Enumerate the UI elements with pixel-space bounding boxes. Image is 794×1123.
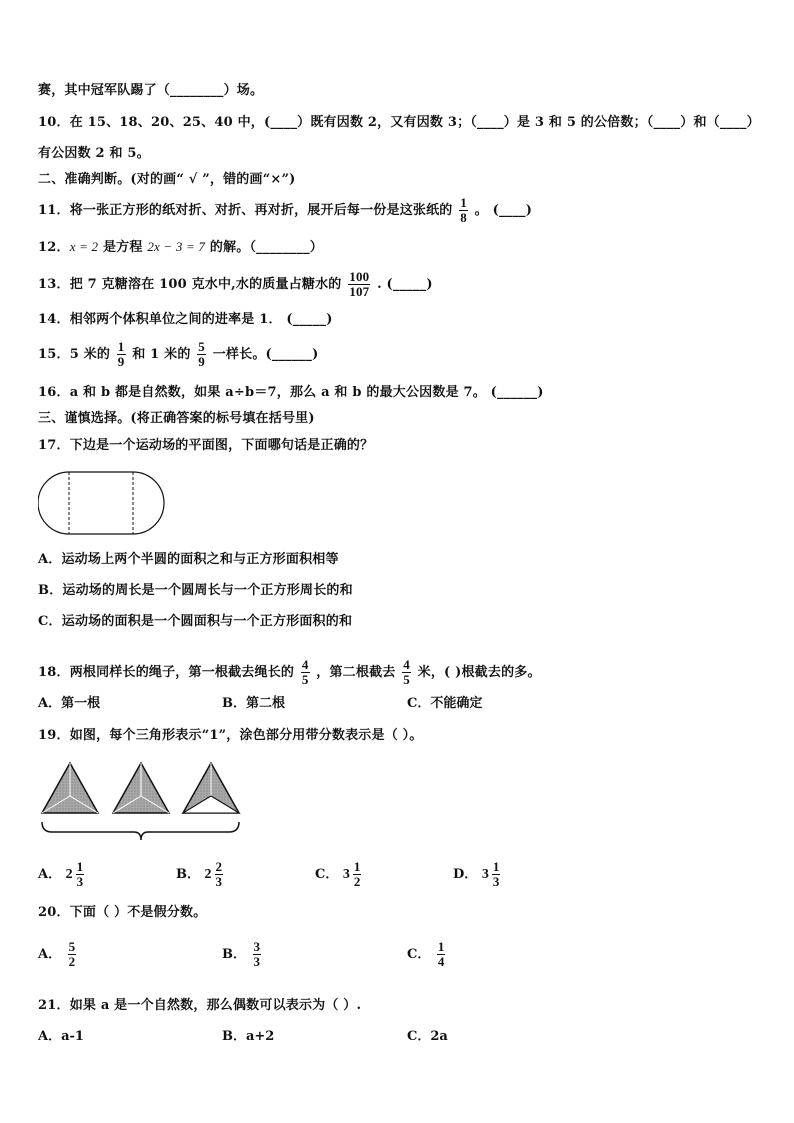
q15-den2: 9 bbox=[198, 354, 205, 369]
q12-prefix: 12． bbox=[38, 240, 70, 255]
q15-b: 和 1 米的 bbox=[132, 347, 191, 362]
q19-option-b-label: B． bbox=[176, 867, 200, 882]
q19-option-d-label: D． bbox=[453, 867, 478, 882]
q15-fraction-2 bbox=[197, 340, 206, 369]
q18-den2: 5 bbox=[403, 672, 410, 687]
q21-option-b[interactable]: B．a+2 bbox=[222, 1029, 275, 1044]
q20-a-num: 5 bbox=[68, 939, 76, 954]
q12-equation-2: 2x − 3 = 7 bbox=[147, 239, 206, 254]
q15-den1: 9 bbox=[117, 354, 125, 369]
q19-a-num: 1 bbox=[76, 859, 84, 874]
q15-c: 一样长。(______) bbox=[212, 347, 319, 362]
q18-c: 米，( )根截去的多。 bbox=[417, 665, 541, 680]
q15-num2: 5 bbox=[198, 339, 205, 354]
q17-option-b[interactable]: B．运动场的周长是一个圆周长与一个正方形周长的和 bbox=[38, 583, 353, 598]
q15-num1: 1 bbox=[117, 339, 125, 354]
q19-option-a[interactable] bbox=[38, 860, 86, 889]
q18-option-a[interactable]: A．第一根 bbox=[38, 696, 101, 711]
q20-b-den: 3 bbox=[253, 954, 261, 969]
q21-option-a[interactable]: A．a-1 bbox=[38, 1029, 84, 1044]
q19-d-num: 1 bbox=[492, 859, 500, 874]
q18-den1: 5 bbox=[301, 672, 309, 687]
q18-option-b[interactable]: B．第二根 bbox=[222, 696, 285, 711]
q15-a: 15．5 米的 bbox=[38, 347, 111, 362]
q13-num: 100 bbox=[349, 269, 370, 284]
q20-stem: 20．下面（ ）不是假分数。 bbox=[38, 905, 207, 920]
q19-option-c-value bbox=[343, 860, 364, 889]
q11-num: 1 bbox=[460, 195, 467, 210]
q18-fraction-2 bbox=[402, 658, 411, 687]
q11-text: 11．将一张正方形的纸对折、对折、再对折，展开后每一份是这张纸的 bbox=[38, 203, 453, 218]
q19-option-c[interactable] bbox=[315, 860, 363, 889]
q18-option-c[interactable]: C．不能确定 bbox=[407, 696, 483, 711]
q21-stem: 21．如果 a 是一个自然数，那么偶数可以表示为（ ）. bbox=[38, 998, 362, 1013]
q18-a: 18．两根同样长的绳子，第一根截去绳长的 bbox=[38, 665, 295, 680]
q20-option-b-value bbox=[253, 940, 262, 969]
q19-option-b[interactable] bbox=[176, 860, 225, 889]
q9-tail: 赛，其中冠军队踢了（________）场。 bbox=[38, 83, 264, 98]
triangles-figure bbox=[38, 760, 248, 850]
q19-d-den: 3 bbox=[492, 874, 500, 889]
stadium-figure bbox=[38, 470, 168, 536]
q18-b: ，第二根截去 bbox=[316, 665, 396, 680]
q15-fraction-1 bbox=[117, 340, 126, 369]
q20-option-c-value bbox=[437, 940, 446, 969]
q10-line1: 10．在 15、18、20、25、40 中，(____）既有因数 2，又有因数 3；（____）是 3 和 5 的公倍数；（____）和（____） bbox=[38, 115, 760, 130]
q20-option-c[interactable] bbox=[407, 940, 447, 969]
q19-c-num: 1 bbox=[353, 859, 361, 874]
q20-option-b[interactable] bbox=[222, 940, 263, 969]
q20-option-a-label: A． bbox=[38, 947, 62, 962]
q19-option-d[interactable] bbox=[453, 860, 502, 889]
q19-a-den: 3 bbox=[76, 874, 84, 889]
q13-den: 107 bbox=[349, 284, 370, 299]
q19-b-num: 2 bbox=[215, 859, 223, 874]
q20-c-den: 4 bbox=[437, 954, 445, 969]
q18-num1: 4 bbox=[301, 657, 309, 672]
q13-tail: . (_____) bbox=[377, 277, 433, 292]
q17-option-c[interactable]: C．运动场的面积是一个圆面积与一个正方形面积的和 bbox=[38, 614, 353, 629]
q17-option-a[interactable]: A．运动场上两个半圆的面积之和与正方形面积相等 bbox=[38, 552, 339, 567]
q19-stem: 19．如图，每个三角形表示“1”，涂色部分用带分数表示是（ ）。 bbox=[38, 728, 423, 743]
q19-option-c-label: C． bbox=[315, 867, 339, 882]
q20-option-a-value bbox=[68, 940, 77, 969]
q20-option-a[interactable] bbox=[38, 940, 78, 969]
q11-fraction bbox=[459, 196, 468, 225]
q19-c-whole: 3 bbox=[342, 866, 350, 882]
triangle-3 bbox=[183, 763, 239, 813]
q16: 16．a 和 b 都是自然数，如果 a÷b＝7，那么 a 和 b 的最大公因数是 7。 (______) bbox=[38, 385, 544, 400]
q13-text: 13．把 7 克糖溶在 100 克水中,水的质量占糖水的 bbox=[38, 277, 342, 292]
q12-equation-1: x = 2 bbox=[69, 239, 99, 254]
q19-option-a-label: A． bbox=[38, 867, 62, 882]
q19-option-d-value bbox=[482, 860, 503, 889]
q20-option-b-label: B． bbox=[222, 947, 246, 962]
q18-stem bbox=[38, 658, 541, 687]
q19-b-den: 3 bbox=[215, 874, 223, 889]
q20-option-c-label: C． bbox=[407, 947, 431, 962]
q18-fraction-1 bbox=[301, 658, 310, 687]
q17-stem: 17．下边是一个运动场的平面图，下面哪句话是正确的？ bbox=[38, 438, 374, 453]
q19-d-whole: 3 bbox=[481, 866, 489, 882]
q15 bbox=[38, 340, 318, 369]
triangle-1 bbox=[42, 763, 98, 813]
q13-fraction bbox=[348, 270, 370, 299]
q13 bbox=[38, 270, 433, 299]
q12-mid: 是方程 bbox=[98, 240, 148, 255]
brace bbox=[42, 822, 239, 840]
q21-option-c[interactable]: C．2a bbox=[407, 1029, 448, 1044]
q14: 14．相邻两个体积单位之间的进率是 1． (_____) bbox=[38, 312, 333, 327]
q20-c-num: 1 bbox=[437, 939, 445, 954]
q20-b-num: 3 bbox=[253, 939, 261, 954]
q19-a-whole: 2 bbox=[65, 866, 73, 882]
stadium-outline bbox=[38, 472, 164, 534]
triangle-2 bbox=[113, 763, 169, 813]
q19-option-b-value bbox=[205, 860, 226, 889]
q19-c-den: 2 bbox=[353, 874, 361, 889]
q10-line2: 有公因数 2 和 5。 bbox=[38, 146, 150, 161]
q19-b-whole: 2 bbox=[204, 866, 212, 882]
q18-num2: 4 bbox=[403, 657, 410, 672]
q11-tail: 。 (____) bbox=[474, 203, 533, 218]
q11 bbox=[38, 196, 532, 225]
q19-option-a-value bbox=[66, 860, 87, 889]
q11-den: 8 bbox=[460, 210, 467, 225]
q12 bbox=[38, 238, 323, 257]
section-3-heading: 三、谨慎选择。(将正确答案的标号填在括号里) bbox=[38, 411, 315, 426]
q20-a-den: 2 bbox=[68, 954, 76, 969]
section-2-heading: 二、准确判断。(对的画“ √ ”，错的画“×”) bbox=[38, 172, 296, 187]
q12-tail: 的解。（________） bbox=[205, 240, 323, 255]
